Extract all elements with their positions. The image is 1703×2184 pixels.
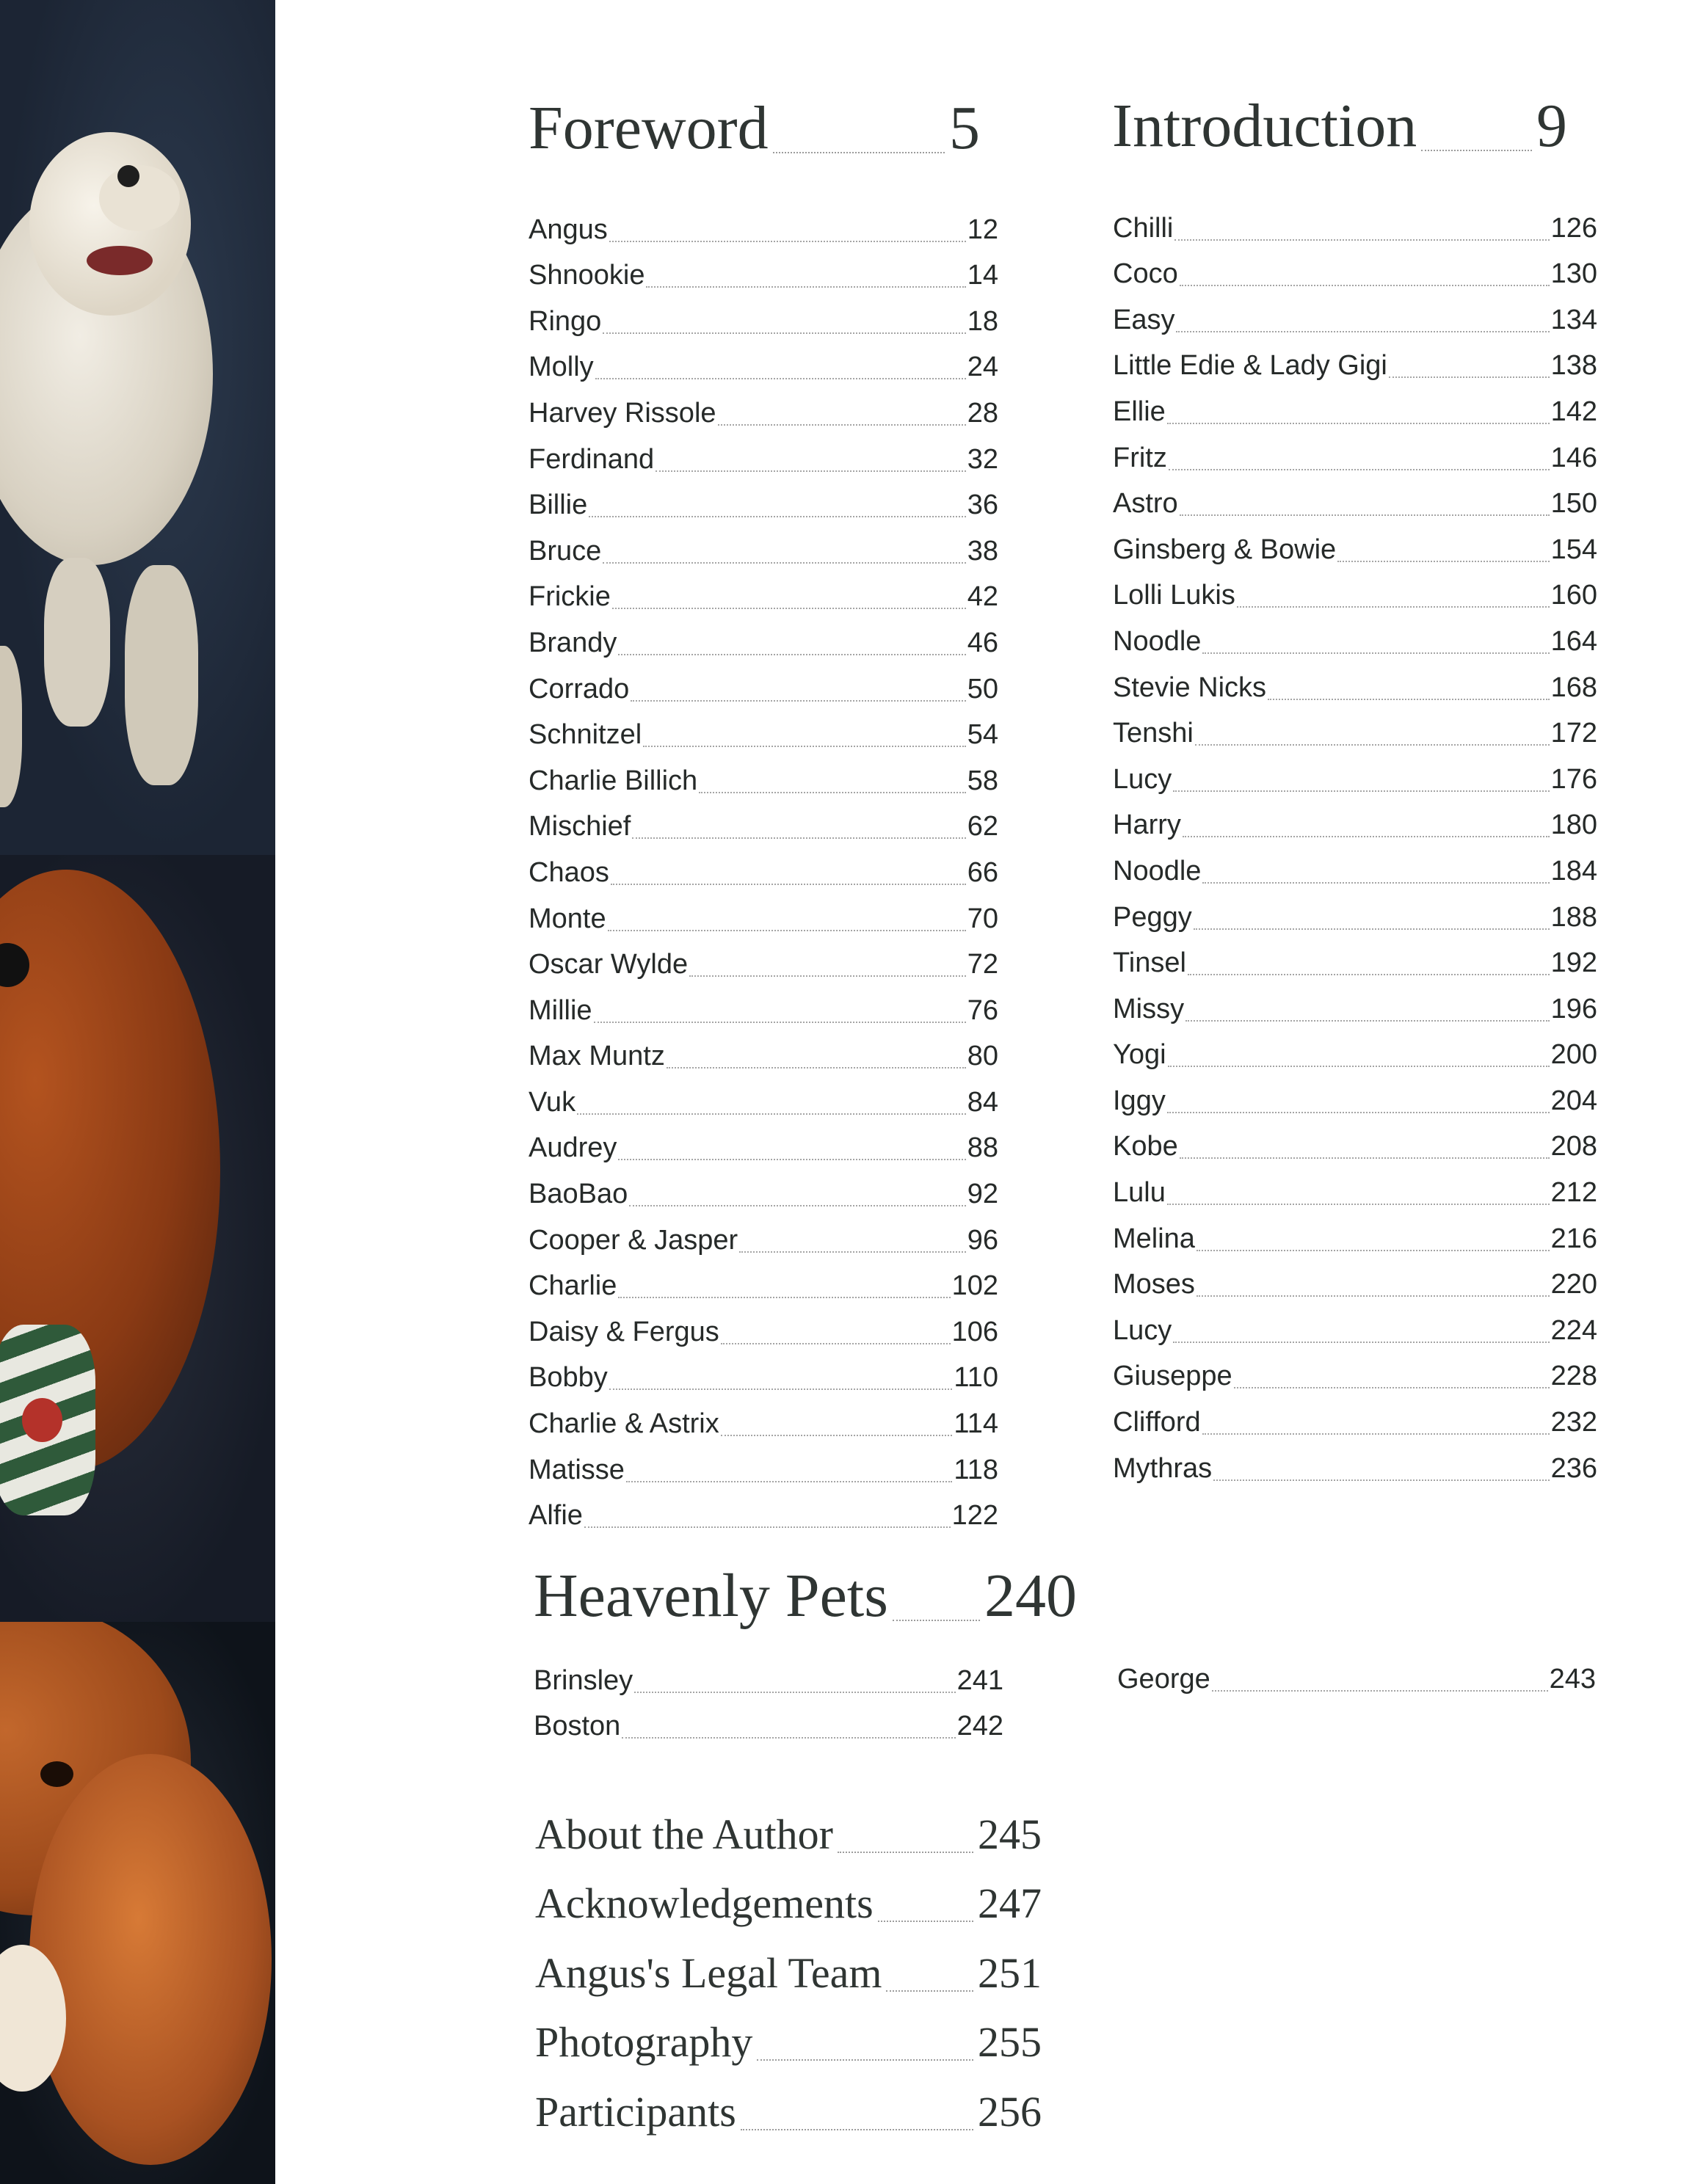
dot-leader xyxy=(609,241,966,242)
entry-name: Easy xyxy=(1113,304,1175,335)
entry-page-number: 38 xyxy=(967,535,998,567)
entry-name: Chaos xyxy=(529,856,609,888)
back-matter-title: Participants xyxy=(535,2087,736,2136)
toc-entry-missy xyxy=(1113,981,1597,1027)
dot-leader xyxy=(667,1067,966,1069)
entry-name: Harvey Rissole xyxy=(529,397,716,429)
dot-leader xyxy=(739,1251,966,1253)
entry-page-number: 54 xyxy=(967,719,998,751)
entry-page-number: 102 xyxy=(951,1270,998,1302)
entry-page-number: 138 xyxy=(1550,350,1597,382)
toc-entry-molly xyxy=(529,340,998,386)
entry-name: Mythras xyxy=(1113,1452,1213,1484)
dot-leader xyxy=(1180,514,1550,516)
dot-leader xyxy=(1421,150,1532,151)
dot-leader xyxy=(618,1159,965,1160)
toc-entry-iggy xyxy=(1113,1073,1597,1119)
entry-page-number: 18 xyxy=(967,305,998,337)
toc-entry-peggy xyxy=(1113,889,1597,936)
toc-entry-brandy xyxy=(529,615,998,661)
toc-entry-brinsley xyxy=(534,1653,1003,1699)
dot-leader xyxy=(1174,239,1549,241)
toc-entry-daisy-fergus xyxy=(529,1304,998,1350)
dot-leader xyxy=(757,2059,973,2061)
entry-page-number: 14 xyxy=(967,260,998,291)
entry-name: Corrado xyxy=(529,673,630,705)
entry-name: Daisy & Fergus xyxy=(529,1316,719,1347)
toc-entry-baobao xyxy=(529,1166,998,1212)
toc-entry-ellie xyxy=(1113,384,1597,430)
toc-entry-millie xyxy=(529,983,998,1029)
toc-entry-mischief xyxy=(529,799,998,845)
entry-page-number: 160 xyxy=(1550,580,1597,611)
toc-entry-corrado xyxy=(529,661,998,707)
dot-leader xyxy=(1180,285,1550,286)
section-page-number: 5 xyxy=(949,94,980,162)
entry-page-number: 92 xyxy=(967,1179,998,1210)
entry-page-number: 196 xyxy=(1550,993,1597,1024)
entry-name: Cooper & Jasper xyxy=(529,1224,738,1256)
entry-page-number: 150 xyxy=(1550,488,1597,520)
entry-page-number: 204 xyxy=(1550,1085,1597,1116)
entry-name: Shnookie xyxy=(529,260,645,291)
entry-page-number: 243 xyxy=(1549,1663,1596,1695)
toc-entry-charlie-astrix xyxy=(529,1396,998,1442)
dot-leader xyxy=(594,1022,966,1023)
dot-leader xyxy=(632,837,965,839)
dot-leader xyxy=(612,608,966,609)
toc-entry-cooper-jasper xyxy=(529,1212,998,1259)
entry-name: Schnitzel xyxy=(529,719,642,751)
entry-name: Alfie xyxy=(529,1500,583,1532)
toc-entry-clifford xyxy=(1113,1394,1597,1441)
back-matter-participants xyxy=(535,2068,1042,2138)
entry-page-number: 184 xyxy=(1550,855,1597,887)
entry-page-number: 62 xyxy=(967,811,998,842)
dot-leader xyxy=(1173,1342,1549,1343)
dot-leader xyxy=(718,424,966,426)
entry-page-number: 122 xyxy=(951,1500,998,1532)
dot-leader xyxy=(721,1435,953,1436)
dot-leader xyxy=(741,2129,973,2130)
entry-name: Little Edie & Lady Gigi xyxy=(1113,350,1387,382)
toc-entry-harvey-rissole xyxy=(529,385,998,432)
entry-page-number: 134 xyxy=(1550,304,1597,335)
dot-leader xyxy=(1337,561,1549,562)
entry-page-number: 58 xyxy=(967,765,998,796)
toc-entry-chilli xyxy=(1113,200,1597,247)
toc-entry-max-muntz xyxy=(529,1029,998,1075)
section-heading-foreword xyxy=(529,92,980,165)
dot-leader xyxy=(611,884,966,885)
entry-name: Charlie xyxy=(529,1270,617,1302)
toc-entry-ferdinand xyxy=(529,432,998,478)
toc-entry-astro xyxy=(1113,476,1597,523)
entry-page-number: 208 xyxy=(1550,1131,1597,1162)
entry-page-number: 110 xyxy=(954,1362,998,1394)
entry-page-number: 72 xyxy=(967,949,998,980)
entry-page-number: 212 xyxy=(1550,1177,1597,1209)
dot-leader xyxy=(609,1388,953,1390)
toc-entry-stevie-nicks xyxy=(1113,660,1597,706)
entry-name: Millie xyxy=(529,994,592,1026)
section-title: Foreword xyxy=(529,94,769,162)
entry-name: Brandy xyxy=(529,627,617,658)
entry-page-number: 242 xyxy=(956,1711,1003,1742)
entry-page-number: 42 xyxy=(967,581,998,613)
section-heading-heavenly-pets xyxy=(534,1559,1077,1633)
entry-page-number: 142 xyxy=(1550,396,1597,427)
entry-name: Coco xyxy=(1113,258,1178,290)
toc-entry-oscar-wylde xyxy=(529,937,998,983)
entry-name: Giuseppe xyxy=(1113,1361,1232,1392)
toc-entry-kobe xyxy=(1113,1119,1597,1165)
toc-entry-shnookie xyxy=(529,248,998,294)
dot-leader xyxy=(773,152,945,153)
dot-leader xyxy=(603,562,965,564)
dot-leader xyxy=(1167,423,1550,424)
dot-leader xyxy=(1237,606,1550,608)
toc-entry-easy xyxy=(1113,292,1597,338)
photo-cavalier xyxy=(0,1622,275,2184)
back-matter-photography xyxy=(535,1999,1042,2069)
dot-leader xyxy=(608,930,966,931)
toc-entry-matisse xyxy=(529,1442,998,1488)
back-matter-title: Acknowledgements xyxy=(535,1879,874,1927)
toc-entry-moses xyxy=(1113,1257,1597,1303)
toc-entry-boston xyxy=(534,1699,1003,1745)
entry-page-number: 216 xyxy=(1550,1223,1597,1254)
entry-name: George xyxy=(1117,1663,1210,1695)
dog-photo-strip xyxy=(0,0,275,2184)
toc-column-left xyxy=(529,202,998,1534)
toc-entry-charlie-billich xyxy=(529,753,998,799)
entry-name: Audrey xyxy=(529,1132,617,1164)
entry-name: Monte xyxy=(529,903,606,934)
toc-entry-alfie xyxy=(529,1488,998,1535)
toc-entry-noodle xyxy=(1113,843,1597,889)
dot-leader xyxy=(1234,1387,1550,1388)
section-title: Introduction xyxy=(1112,92,1417,160)
entry-name: Ellie xyxy=(1113,396,1166,427)
dot-leader xyxy=(1202,882,1549,884)
dot-leader xyxy=(584,1526,951,1528)
section-heading-introduction xyxy=(1112,90,1567,163)
entry-page-number: 168 xyxy=(1550,671,1597,703)
dot-leader xyxy=(618,1297,950,1298)
entry-page-number: 36 xyxy=(967,489,998,521)
entry-page-number: 200 xyxy=(1550,1039,1597,1071)
entry-name: Clifford xyxy=(1113,1407,1201,1438)
entry-page-number: 70 xyxy=(967,903,998,934)
entry-name: Melina xyxy=(1113,1223,1195,1254)
dot-leader xyxy=(634,1692,955,1693)
toc-entry-ringo xyxy=(529,294,998,340)
toc-entry-harry xyxy=(1113,798,1597,844)
back-matter-page-number: 247 xyxy=(978,1879,1042,1927)
back-matter-page-number: 251 xyxy=(978,1948,1042,1997)
entry-name: Chilli xyxy=(1113,212,1174,244)
entry-page-number: 192 xyxy=(1550,947,1597,979)
toc-entry-lulu xyxy=(1113,1165,1597,1211)
entry-name: Billie xyxy=(529,489,588,521)
dot-leader xyxy=(1169,469,1550,470)
entry-page-number: 76 xyxy=(967,994,998,1026)
entry-page-number: 46 xyxy=(967,627,998,658)
entry-page-number: 114 xyxy=(954,1408,998,1440)
back-matter-angus-s-legal-team xyxy=(535,1929,1042,1999)
dot-leader xyxy=(886,1990,973,1992)
toc-entry-schnitzel xyxy=(529,707,998,754)
section-page-number: 9 xyxy=(1536,92,1567,160)
dot-leader xyxy=(595,378,966,379)
entry-name: Matisse xyxy=(529,1454,625,1485)
dot-leader xyxy=(1212,1690,1548,1692)
dot-leader xyxy=(1213,1479,1549,1481)
entry-page-number: 172 xyxy=(1550,718,1597,749)
dot-leader xyxy=(1183,836,1550,837)
dot-leader xyxy=(1268,699,1550,700)
toc-back-matter xyxy=(535,1791,1042,2138)
photo-white-poodle xyxy=(0,0,275,855)
entry-name: Angus xyxy=(529,214,608,245)
entry-page-number: 88 xyxy=(967,1132,998,1164)
entry-page-number: 28 xyxy=(967,397,998,429)
toc-entry-melina xyxy=(1113,1211,1597,1257)
entry-name: Ferdinand xyxy=(529,443,655,475)
entry-page-number: 50 xyxy=(967,673,998,705)
entry-name: Brinsley xyxy=(534,1664,633,1696)
entry-name: Lolli Lukis xyxy=(1113,580,1235,611)
section-page-number: 240 xyxy=(984,1562,1077,1630)
toc-entry-lucy xyxy=(1113,751,1597,798)
entry-name: Bruce xyxy=(529,535,602,567)
dot-leader xyxy=(603,332,965,334)
dot-leader xyxy=(1167,1204,1550,1205)
entry-name: Vuk xyxy=(529,1086,576,1118)
entry-page-number: 176 xyxy=(1550,763,1597,795)
entry-page-number: 228 xyxy=(1550,1361,1597,1392)
entry-page-number: 188 xyxy=(1550,901,1597,933)
dot-leader xyxy=(643,746,966,747)
dot-leader xyxy=(1197,1295,1550,1297)
entry-page-number: 220 xyxy=(1550,1269,1597,1300)
toc-heavenly-right xyxy=(1117,1651,1596,1697)
dot-leader xyxy=(1185,1020,1549,1022)
dot-leader xyxy=(721,1343,951,1344)
toc-entry-noodle xyxy=(1113,614,1597,660)
dot-leader xyxy=(1168,1066,1550,1067)
dot-leader xyxy=(878,1921,973,1922)
toc-entry-angus xyxy=(529,202,998,248)
dot-leader xyxy=(699,792,966,793)
dot-leader xyxy=(656,470,966,472)
entry-page-number: 224 xyxy=(1550,1314,1597,1346)
dot-leader xyxy=(646,286,965,288)
entry-name: BaoBao xyxy=(529,1179,628,1210)
entry-name: Kobe xyxy=(1113,1131,1178,1162)
entry-page-number: 154 xyxy=(1550,534,1597,565)
toc-entry-ginsberg-bowie xyxy=(1113,522,1597,568)
entry-page-number: 146 xyxy=(1550,442,1597,473)
entry-name: Iggy xyxy=(1113,1085,1166,1116)
section-title: Heavenly Pets xyxy=(534,1562,888,1630)
entry-page-number: 84 xyxy=(967,1086,998,1118)
dot-leader xyxy=(1197,1250,1550,1251)
entry-name: Bobby xyxy=(529,1362,608,1394)
entry-name: Mischief xyxy=(529,811,631,842)
entry-name: Missy xyxy=(1113,993,1185,1024)
entry-name: Max Muntz xyxy=(529,1041,665,1072)
entry-name: Fritz xyxy=(1113,442,1167,473)
entry-name: Molly xyxy=(529,352,594,383)
entry-name: Noodle xyxy=(1113,625,1202,657)
photo-brown-spaniel xyxy=(0,855,275,1622)
toc-entry-monte xyxy=(529,891,998,937)
entry-name: Harry xyxy=(1113,809,1181,841)
dot-leader xyxy=(589,516,965,517)
entry-name: Stevie Nicks xyxy=(1113,671,1267,703)
toc-entry-yogi xyxy=(1113,1027,1597,1074)
toc-entry-coco xyxy=(1113,247,1597,293)
dot-leader xyxy=(1389,376,1550,378)
back-matter-acknowledgements xyxy=(535,1860,1042,1930)
entry-name: Oscar Wylde xyxy=(529,949,689,980)
dot-leader xyxy=(1176,331,1549,332)
back-matter-page-number: 245 xyxy=(978,1810,1042,1858)
dot-leader xyxy=(629,1205,965,1206)
entry-name: Tenshi xyxy=(1113,718,1194,749)
toc-entry-bobby xyxy=(529,1350,998,1397)
entry-page-number: 118 xyxy=(954,1454,998,1485)
entry-page-number: 126 xyxy=(1550,212,1597,244)
entry-page-number: 66 xyxy=(967,856,998,888)
entry-page-number: 96 xyxy=(967,1224,998,1256)
toc-heavenly-left xyxy=(534,1653,1003,1744)
entry-name: Astro xyxy=(1113,488,1178,520)
dot-leader xyxy=(631,700,965,702)
toc-entry-charlie xyxy=(529,1259,998,1305)
toc-entry-frickie xyxy=(529,569,998,616)
dot-leader xyxy=(838,1852,973,1853)
entry-page-number: 130 xyxy=(1550,258,1597,290)
entry-name: Peggy xyxy=(1113,901,1192,933)
entry-name: Ginsberg & Bowie xyxy=(1113,534,1337,565)
dot-leader xyxy=(689,975,966,977)
entry-name: Lucy xyxy=(1113,1314,1172,1346)
entry-page-number: 164 xyxy=(1550,625,1597,657)
entry-name: Boston xyxy=(534,1711,621,1742)
toc-entry-giuseppe xyxy=(1113,1349,1597,1395)
entry-page-number: 232 xyxy=(1550,1407,1597,1438)
entry-page-number: 12 xyxy=(967,214,998,245)
entry-page-number: 180 xyxy=(1550,809,1597,841)
toc-entry-george xyxy=(1117,1651,1596,1697)
back-matter-title: Photography xyxy=(535,2018,753,2066)
dot-leader xyxy=(1202,1433,1550,1435)
back-matter-page-number: 256 xyxy=(978,2087,1042,2136)
dot-leader xyxy=(1180,1157,1550,1159)
entry-name: Moses xyxy=(1113,1269,1195,1300)
back-matter-page-number: 255 xyxy=(978,2018,1042,2066)
toc-column-right xyxy=(1113,200,1597,1487)
toc-entry-fritz xyxy=(1113,430,1597,476)
toc-entry-tinsel xyxy=(1113,936,1597,982)
entry-name: Noodle xyxy=(1113,855,1202,887)
entry-name: Frickie xyxy=(529,581,611,613)
back-matter-title: Angus's Legal Team xyxy=(535,1948,882,1997)
dot-leader xyxy=(1202,652,1549,654)
dot-leader xyxy=(1173,790,1549,792)
toc-entry-tenshi xyxy=(1113,706,1597,752)
entry-name: Charlie & Astrix xyxy=(529,1408,719,1440)
toc-entry-mythras xyxy=(1113,1441,1597,1487)
entry-page-number: 236 xyxy=(1550,1452,1597,1484)
dot-leader xyxy=(1194,928,1550,930)
entry-name: Ringo xyxy=(529,305,602,337)
entry-page-number: 32 xyxy=(967,443,998,475)
entry-page-number: 241 xyxy=(956,1664,1003,1696)
entry-name: Lucy xyxy=(1113,763,1172,795)
entry-name: Yogi xyxy=(1113,1039,1166,1071)
back-matter-about-the-author xyxy=(535,1791,1042,1860)
entry-page-number: 24 xyxy=(967,352,998,383)
toc-entry-chaos xyxy=(529,845,998,891)
toc-entry-little-edie-lady-gigi xyxy=(1113,338,1597,385)
dot-leader xyxy=(622,1737,955,1739)
dot-leader xyxy=(1188,974,1550,975)
dot-leader xyxy=(626,1481,952,1482)
dot-leader xyxy=(1195,744,1550,746)
dot-leader xyxy=(577,1113,966,1115)
entry-page-number: 80 xyxy=(967,1041,998,1072)
entry-name: Tinsel xyxy=(1113,947,1186,979)
dot-leader xyxy=(618,654,965,655)
dot-leader xyxy=(1167,1112,1550,1113)
toc-entry-vuk xyxy=(529,1074,998,1121)
toc-entry-lolli-lukis xyxy=(1113,568,1597,614)
toc-entry-audrey xyxy=(529,1121,998,1167)
entry-name: Lulu xyxy=(1113,1177,1166,1209)
toc-entry-billie xyxy=(529,478,998,524)
dot-leader xyxy=(893,1620,980,1621)
toc-entry-bruce xyxy=(529,523,998,569)
entry-page-number: 106 xyxy=(951,1316,998,1347)
entry-name: Charlie Billich xyxy=(529,765,698,796)
toc-entry-lucy xyxy=(1113,1303,1597,1349)
back-matter-title: About the Author xyxy=(535,1810,833,1858)
